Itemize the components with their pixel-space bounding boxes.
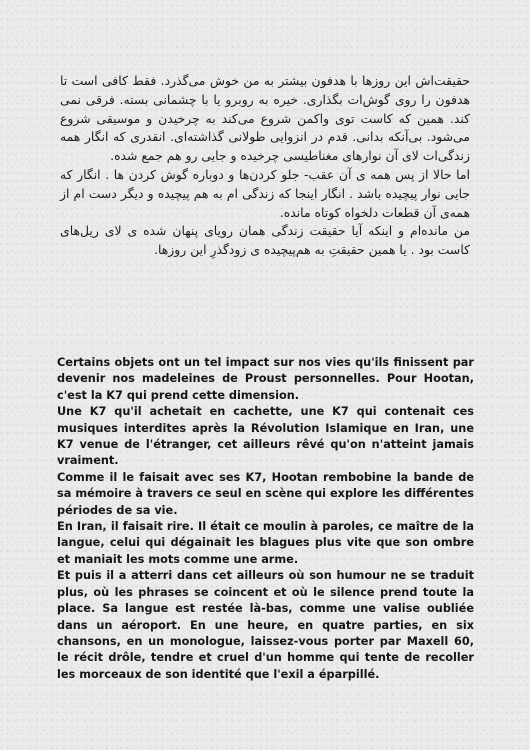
french-text-block (57, 355, 474, 683)
persian-paragraph: حقیقت‌اش این روزها با هدفون بیشتر به من خوش می‌گذرد. فقط کافی است تا هدفون را روی گوش‌ات بگذاری. خیره به روبرو یا با چشمانی بسته. فرقی نمی کند. همین که کاست توی واکمن شروع می‌کند به چرخیدن و موسیقی شروع می‌شود. بی‌آنکه بدانی. قدم در انزوایی طولانی گذاشته‌ای. انقدری که انگار همه زندگی‌ات لای آن نوارهای مغناطیسی چرخیده و جایی رو هم جمع شده. (60, 73, 470, 164)
french-paragraph: Une K7 qu'il achetait en cachette, une K7 qui contenait ces musiques interdites après la Révolution Islamique en Iran, une K7 venue de l'étranger, cet ailleurs rêvé qu'on n'atteint jamais vraiment. (57, 405, 474, 468)
persian-text-block (60, 72, 470, 260)
french-paragraph: Comme il le faisait avec ses K7, Hootan rembobine la bande de sa mémoire à travers ce seul en scène qui explore les différentes périodes de sa vie. (57, 470, 474, 517)
french-paragraph: Et puis il a atterri dans cet ailleurs où son humour ne se traduit plus, où les phrases se coincent et où le silence prend toute la place. Sa langue est restée là-bas, comme une valise oubliée dans un aéroport. En une heure, en quatre parties, en six chansons, en un monologue, laissez-vous porter par Maxell 60, le récit drôle, tendre et cruel d'un homme qui tente de recoller les morceaux de son identité que l'exil a éparpillé. (57, 569, 474, 681)
persian-paragraph: من مانده‌ام و اینکه آیا حقیقت زندگی همان رویای پنهان شده‌ ی لای ریل‌های کاست بود . یا همین حقیقتِ به هم‌پیچیده ی زودگذرِ این روزها. (60, 223, 470, 258)
french-paragraph: Certains objets ont un tel impact sur nos vies qu'ils finissent par devenir nos madeleines de Proust personnelles. Pour Hootan, c'est la K7 qui prend cette dimension. (57, 356, 474, 402)
persian-paragraph: اما حالا از پس همه ی آن عقب- جلو کردن‌ها و دوباره گوش کردن ها . انگار که جایی نوار پیچیده باشد . انگار اینجا که زندگی ام به هم پیچیده و دیگر دست ام از همه‌ی آن قطعات دلخواه کوتاه مانده. (60, 166, 470, 220)
french-paragraph: En Iran, il faisait rire. Il était ce moulin à paroles, ce maître de la langue, celui qui dégainait les blagues plus vite que son ombre et maniait les mots comme une arme. (57, 520, 474, 566)
